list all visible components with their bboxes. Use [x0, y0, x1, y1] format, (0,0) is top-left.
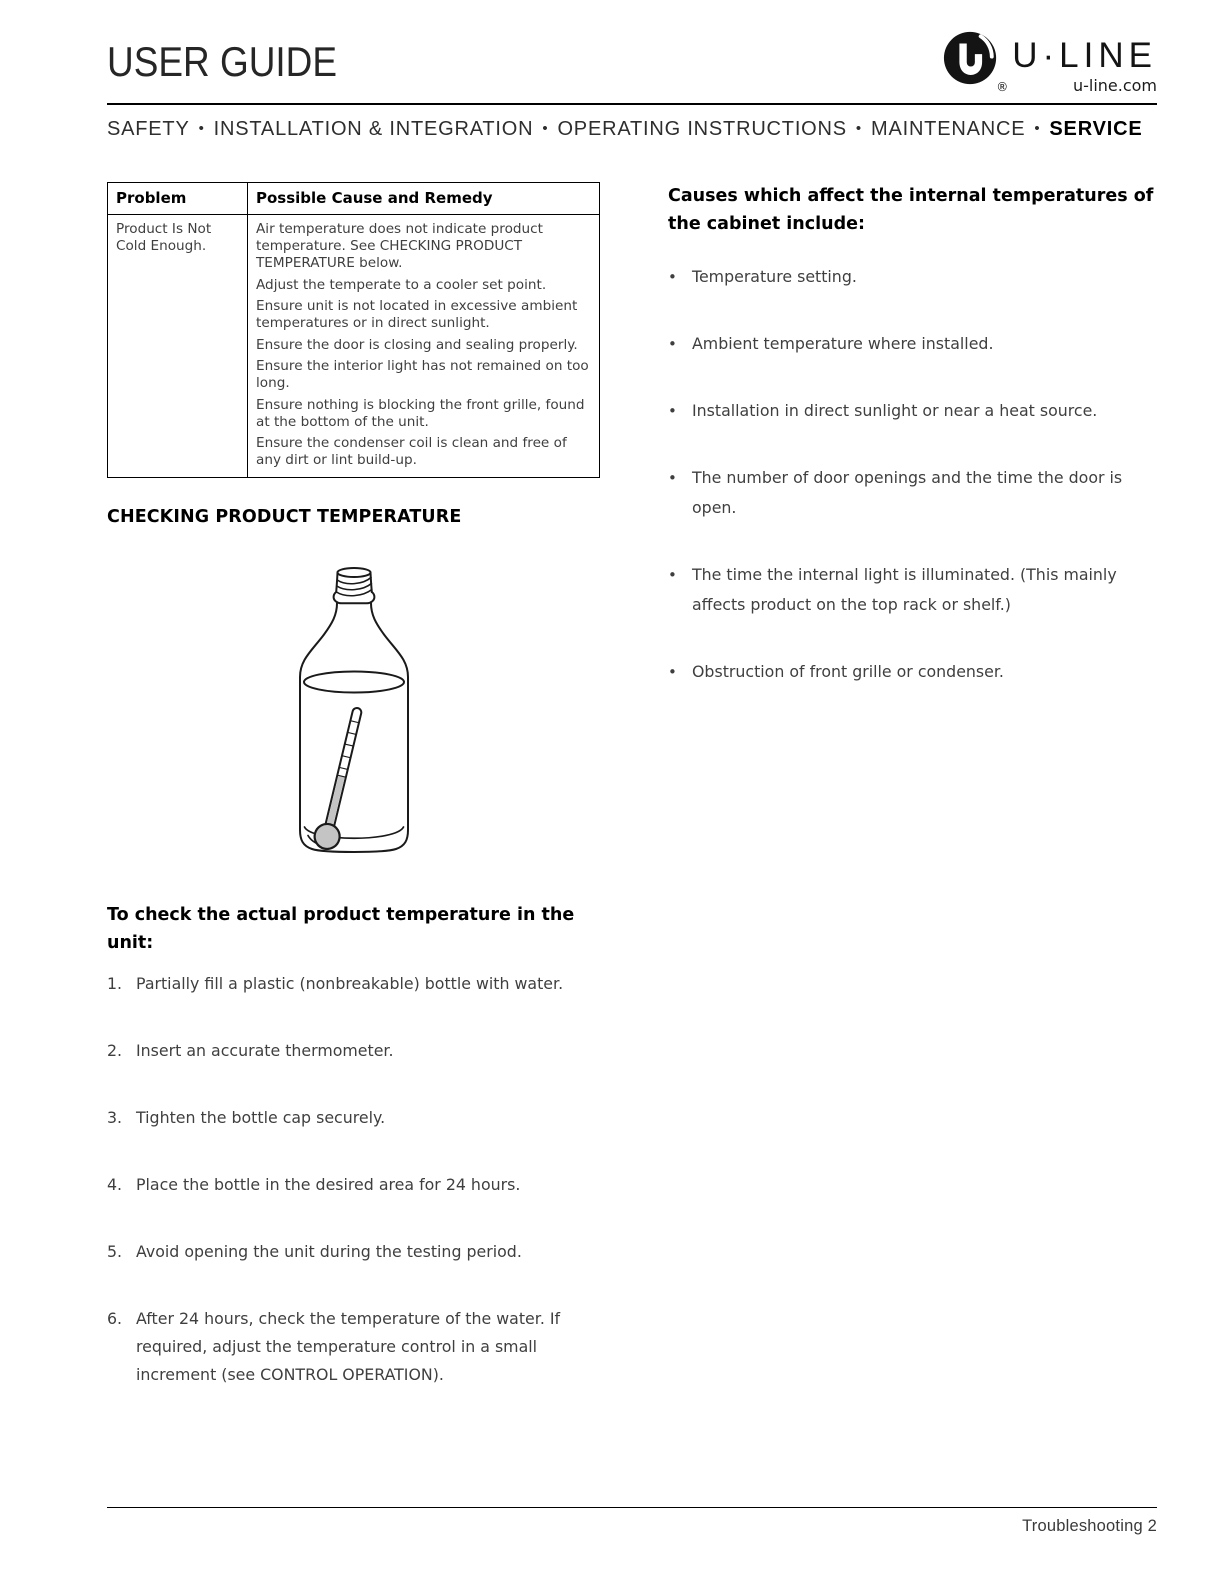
- bullet-text: The number of door openings and the time the door is open.: [692, 468, 1123, 517]
- bullet-icon: [668, 463, 692, 523]
- step-item: [107, 1037, 600, 1065]
- checking-temperature-heading: CHECKING PRODUCT TEMPERATURE: [107, 507, 462, 527]
- step-text: Avoid opening the unit during the testing period.: [136, 1242, 522, 1261]
- list-item: [668, 560, 1157, 620]
- left-column: [107, 182, 600, 1389]
- nav-separator: •: [542, 120, 549, 137]
- bullet-text: Ambient temperature where installed.: [692, 334, 994, 353]
- nav-item-service-active: SERVICE: [1049, 118, 1143, 140]
- problem-cell: Product Is Not Cold Enough.: [108, 215, 248, 478]
- list-item: [668, 329, 1157, 359]
- list-item: [668, 262, 1157, 292]
- remedy-cell: [248, 215, 600, 478]
- right-column: [668, 182, 1157, 1389]
- bullet-text: The time the internal light is illuminated. (This mainly affects product on the top rack or shelf.): [692, 565, 1117, 614]
- step-text: Partially fill a plastic (nonbreakable) bottle with water.: [136, 974, 564, 993]
- footer: [107, 1507, 1157, 1536]
- list-item: [668, 396, 1157, 426]
- uline-logo-mark-icon: [942, 30, 1000, 88]
- header: [107, 30, 1157, 95]
- step-number: 6.: [107, 1309, 123, 1328]
- table-row: [108, 215, 600, 478]
- bullet-icon: [668, 262, 692, 292]
- thermometer-icon: [312, 705, 370, 851]
- nav-item-installation: INSTALLATION & INTEGRATION: [213, 118, 534, 140]
- brand-text: [1012, 38, 1157, 95]
- bullet-icon: [668, 560, 692, 620]
- bullet-text: Installation in direct sunlight or near a heat source.: [692, 401, 1098, 420]
- step-item: [107, 1104, 600, 1132]
- nav-item-maintenance: MAINTENANCE: [870, 118, 1026, 140]
- nav-item-safety: SAFETY: [107, 118, 190, 140]
- nav-separator: •: [855, 120, 862, 137]
- header-divider: [107, 103, 1157, 105]
- bottle-illustration: [107, 559, 600, 863]
- step-text: Place the bottle in the desired area for 24 hours.: [136, 1175, 521, 1194]
- step-number: 2.: [107, 1041, 123, 1060]
- table-header-row: [108, 183, 600, 215]
- check-procedure-heading: To check the actual product temperature in the unit:: [107, 905, 575, 953]
- uline-logo: [942, 30, 1008, 94]
- remedy-item: Ensure unit is not located in excessive ambient temperatures or in direct sunlight.: [256, 298, 578, 331]
- troubleshooting-table: [107, 182, 600, 478]
- remedy-item: Ensure the door is closing and sealing properly.: [256, 336, 578, 353]
- page-title: USER GUIDE: [107, 38, 338, 85]
- step-number: 5.: [107, 1242, 123, 1261]
- bottle-thermometer-icon: [279, 559, 429, 859]
- step-text: Insert an accurate thermometer.: [136, 1041, 394, 1060]
- col-header-problem: Problem: [108, 183, 248, 215]
- remedy-item: Ensure the interior light has not remained on too long.: [256, 358, 589, 391]
- content-columns: [107, 182, 1157, 1389]
- list-item: [668, 657, 1157, 687]
- remedy-item: Air temperature does not indicate product temperature. See CHECKING PRODUCT TEMPERATURE below.: [256, 221, 543, 271]
- page-footer-label: Troubleshooting 2: [1022, 1517, 1157, 1535]
- list-item: [668, 463, 1157, 523]
- remedy-item: Adjust the temperate to a cooler set point.: [256, 276, 547, 293]
- causes-list: [668, 262, 1157, 687]
- registered-trademark-symbol: ®: [996, 80, 1009, 94]
- bullet-text: Obstruction of front grille or condenser.: [692, 662, 1004, 681]
- remedy-item: Ensure nothing is blocking the front grille, found at the bottom of the unit.: [256, 396, 585, 430]
- step-text: Tighten the bottle cap securely.: [136, 1108, 386, 1127]
- step-text: After 24 hours, check the temperature of the water. If required, adjust the temperature control in a small increment (see CONTROL OPERATION).: [136, 1309, 561, 1384]
- step-number: 1.: [107, 974, 123, 993]
- section-nav: [107, 118, 1157, 141]
- nav-item-operating: OPERATING INSTRUCTIONS: [557, 118, 847, 140]
- nav-separator: •: [1034, 120, 1041, 137]
- bullet-icon: [668, 396, 692, 426]
- step-item: [107, 1238, 600, 1266]
- brand-website: u-line.com: [1072, 76, 1157, 95]
- causes-heading: Causes which affect the internal temperatures of the cabinet include:: [668, 186, 1154, 234]
- brand-block: [942, 30, 1157, 95]
- step-item: [107, 1305, 600, 1389]
- step-item: [107, 970, 600, 998]
- bullet-text: Temperature setting.: [692, 267, 857, 286]
- remedy-item: Ensure the condenser coil is clean and free of any dirt or lint build-up.: [256, 435, 567, 468]
- step-item: [107, 1171, 600, 1199]
- bullet-icon: [668, 329, 692, 359]
- col-header-remedy: Possible Cause and Remedy: [248, 183, 600, 215]
- nav-separator: •: [198, 120, 205, 137]
- bullet-icon: [668, 657, 692, 687]
- step-number: 4.: [107, 1175, 123, 1194]
- brand-wordmark: U·LINE: [1012, 36, 1157, 75]
- procedure-steps: [107, 970, 600, 1389]
- step-number: 3.: [107, 1108, 123, 1127]
